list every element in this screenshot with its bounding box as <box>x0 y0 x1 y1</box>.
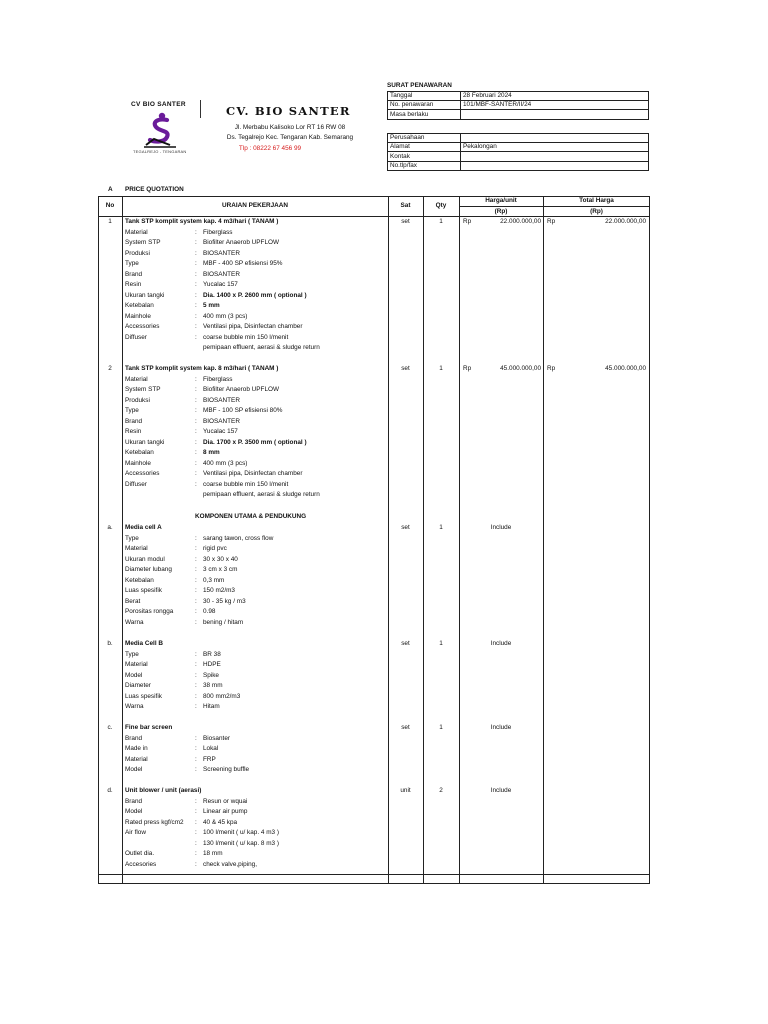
spec-label: Material <box>125 228 148 236</box>
row-currency: Rp <box>463 365 472 372</box>
spec-value: BIOSANTER <box>203 270 240 278</box>
spec-colon: : <box>195 839 197 847</box>
row-number: c. <box>107 724 113 731</box>
row-qty: 1 <box>439 524 443 531</box>
spec-value: Dia. 1400 x P. 2600 mm ( optional ) <box>203 291 307 299</box>
offer-validity-value <box>461 110 649 119</box>
col-header-unit-price-sub: (Rp) <box>494 208 508 215</box>
spec-colon: : <box>195 270 197 278</box>
spec-label: Produksi <box>125 249 150 257</box>
spec-value: Resun or wquai <box>203 797 248 805</box>
offer-date-label: Tanggal <box>388 92 461 101</box>
row-total: 22.000.000,00 <box>605 218 646 225</box>
row-unit: unit <box>400 787 411 794</box>
spec-colon: : <box>195 597 197 605</box>
spec-value: pemipaan effluent, aerasi & sludge return <box>203 344 320 351</box>
row-qty: 1 <box>439 724 443 731</box>
spec-colon: : <box>195 228 197 236</box>
spec-colon: : <box>195 818 197 826</box>
spec-label: Diameter <box>125 682 151 689</box>
spec-label: Diameter lubang <box>125 566 172 573</box>
spec-colon: : <box>195 449 197 456</box>
spec-label: Accessories <box>125 470 160 477</box>
spec-colon: : <box>195 417 197 425</box>
offer-title: SURAT PENAWARAN <box>387 82 452 89</box>
col-header-total: Total Harga <box>579 197 614 204</box>
spec-value: Biofilter Anaerob UPFLOW <box>203 386 280 393</box>
spec-colon: : <box>195 281 197 288</box>
spec-value: Fiberglass <box>203 228 233 236</box>
row-total-currency: Rp <box>547 365 556 372</box>
spec-value: BR 38 <box>203 650 221 658</box>
col-header-no: No <box>105 202 115 209</box>
spec-colon: : <box>195 249 197 257</box>
spec-colon: : <box>195 545 197 552</box>
logo-brand-text: CV BIO SANTER <box>131 101 186 108</box>
spec-value: 38 mm <box>203 682 223 689</box>
spec-colon: : <box>195 323 197 330</box>
spec-value: FRP <box>203 755 216 763</box>
customer-address-value: Pekalongan <box>461 143 649 152</box>
spec-colon: : <box>195 239 197 246</box>
logo-subtext: TEGALREJO - TENGARAN <box>133 149 187 154</box>
spec-label: Brand <box>125 797 143 805</box>
spec-label: Type <box>125 650 139 658</box>
col-divider-price <box>543 196 544 884</box>
spec-value: bening / hitam <box>203 618 244 626</box>
spec-label: Accesories <box>125 860 157 868</box>
spec-label: Model <box>125 671 143 679</box>
spec-value: check valve,piping, <box>203 860 257 868</box>
spec-label: Model <box>125 766 143 773</box>
spec-label: Luas spesifik <box>125 587 162 594</box>
spec-colon: : <box>195 745 197 752</box>
spec-label: System STP <box>125 239 161 246</box>
spec-colon: : <box>195 534 197 542</box>
section-title: PRICE QUOTATION <box>125 186 184 193</box>
spec-value: Yucalac 157 <box>203 281 238 288</box>
quotation-table <box>98 196 650 884</box>
row-qty: 1 <box>439 640 443 647</box>
spec-colon: : <box>195 808 197 815</box>
offer-number-label: No. penawaran <box>388 101 461 110</box>
col-header-desc: URAIAN PEKERJAAN <box>221 202 289 209</box>
spec-colon: : <box>195 650 197 658</box>
spec-label: Material <box>125 661 148 668</box>
spec-label: Warna <box>125 618 144 626</box>
row-title: Tank STP komplit system kap. 8 m3/hari ( TANAM ) <box>125 365 279 372</box>
spec-label: Brand <box>125 270 143 278</box>
spec-value: Biofilter Anaerob UPFLOW <box>203 239 280 246</box>
row-price-include: Include <box>490 787 512 794</box>
customer-address-label: Alamat <box>388 143 461 152</box>
spec-colon: : <box>195 850 197 857</box>
spec-value: 400 mm (3 pcs) <box>203 312 248 320</box>
spec-label: Model <box>125 808 143 815</box>
spec-colon: : <box>195 576 197 584</box>
spec-value: Fiberglass <box>203 375 233 383</box>
row-qty: 1 <box>439 218 443 225</box>
spec-label: Material <box>125 545 148 552</box>
spec-value: Linear air pump <box>203 808 248 815</box>
row-unit: set <box>401 724 410 731</box>
spec-label: Brand <box>125 417 143 425</box>
row-unit-price: 22.000.000,00 <box>500 218 541 225</box>
customer-info-table <box>387 133 649 171</box>
spec-label: Air flow <box>125 829 146 836</box>
spec-colon: : <box>195 703 197 710</box>
spec-value: pemipaan effluent, aerasi & sludge return <box>203 491 320 498</box>
row-unit-price: 45.000.000,00 <box>500 365 541 372</box>
row-unit: set <box>401 218 410 225</box>
company-phone: Tlp : 08222 67 456 99 <box>238 145 302 152</box>
spec-label: Mainhole <box>125 312 151 320</box>
spec-colon: : <box>195 797 197 805</box>
company-address-1: Jl. Merbabu Kalisoko Lor RT 16 RW 08 <box>234 124 346 131</box>
row-number: b. <box>107 640 113 647</box>
spec-value: HDPE <box>203 661 221 668</box>
spec-value: Spike <box>203 671 219 679</box>
spec-label: Material <box>125 375 148 383</box>
spec-value: Yucalac 157 <box>203 428 238 435</box>
spec-label: Ukuran modul <box>125 555 165 563</box>
spec-colon: : <box>195 692 197 700</box>
row-title: Media cell A <box>125 524 162 531</box>
row-price-include: Include <box>490 640 512 647</box>
spec-value: 30 x 30 x 40 <box>203 555 238 563</box>
spec-colon: : <box>195 302 197 309</box>
row-qty: 1 <box>439 365 443 372</box>
company-address-2: Ds. Tegalrejo Kec. Tengaran Kab. Semarang <box>226 134 354 141</box>
customer-company-label: Perusahaan <box>388 134 461 143</box>
spec-value: Ventilasi pipa, Disinfectan chamber <box>203 323 303 330</box>
spec-colon: : <box>195 407 197 414</box>
spec-colon: : <box>195 459 197 467</box>
spec-value: MBF - 100 SP efisiensi 80% <box>203 407 283 414</box>
spec-colon: : <box>195 375 197 383</box>
spec-label: Material <box>125 755 148 763</box>
spec-colon: : <box>195 755 197 763</box>
customer-company-value <box>461 134 649 143</box>
spec-label: Type <box>125 407 139 414</box>
spec-colon: : <box>195 682 197 689</box>
spec-label: Ketebalan <box>125 576 154 584</box>
spec-value: BIOSANTER <box>203 396 240 404</box>
row-total: 45.000.000,00 <box>605 365 646 372</box>
spec-value: 0.98 <box>203 608 216 615</box>
spec-colon: : <box>195 661 197 668</box>
spec-value: 130 l/menit ( u/ kap. 8 m3 ) <box>203 839 280 847</box>
spec-label: Resin <box>125 428 142 435</box>
col-header-unit-price: Harga/unit <box>485 197 517 204</box>
spec-value: Biosanter <box>203 734 230 742</box>
spec-colon: : <box>195 480 197 488</box>
spec-colon: : <box>195 312 197 320</box>
spec-label: Type <box>125 534 139 542</box>
spec-colon: : <box>195 671 197 679</box>
spec-colon: : <box>195 386 197 393</box>
spec-value: 40 & 45 kpa <box>203 818 238 826</box>
spec-label: Ukuran tangki <box>125 291 165 299</box>
row-title: Media Cell B <box>125 640 163 647</box>
spec-value: 150 m2/m3 <box>203 587 235 594</box>
spec-value: BIOSANTER <box>203 249 240 257</box>
spec-colon: : <box>195 438 197 446</box>
spec-label: Berat <box>125 597 141 605</box>
row-number: d. <box>107 787 113 794</box>
spec-value: 5 mm <box>203 302 220 309</box>
spec-label: Diffuser <box>125 480 147 488</box>
spec-label: Made in <box>125 745 148 752</box>
spec-colon: : <box>195 555 197 563</box>
spec-colon: : <box>195 734 197 742</box>
spec-value: 400 mm (3 pcs) <box>203 459 248 467</box>
logo-divider <box>200 100 201 118</box>
customer-phone-value <box>461 161 649 170</box>
spec-label: Accessories <box>125 323 160 330</box>
spec-label: Ketebalan <box>125 302 154 309</box>
row-number: a. <box>107 524 113 531</box>
spec-label: Type <box>125 260 139 267</box>
spec-value: BIOSANTER <box>203 417 240 425</box>
spec-colon: : <box>195 608 197 615</box>
customer-contact-label: Kontak <box>388 152 461 161</box>
offer-validity-label: Masa berlaku <box>388 110 461 119</box>
spec-colon: : <box>195 829 197 836</box>
spec-colon: : <box>195 333 197 341</box>
spec-label: System STP <box>125 386 161 393</box>
spec-colon: : <box>195 566 197 573</box>
col-divider-no <box>122 196 123 884</box>
header-bottom-line <box>98 216 650 217</box>
row-number: 1 <box>108 218 112 225</box>
spec-colon: : <box>195 587 197 594</box>
row-number: 2 <box>108 365 112 372</box>
spec-value: coarse bubble min 150 l/menit <box>203 333 289 341</box>
spec-label: Brand <box>125 734 143 742</box>
section-letter: A <box>108 186 113 193</box>
spec-value: 18 mm <box>203 850 223 857</box>
row-total-currency: Rp <box>547 218 556 225</box>
spec-colon: : <box>195 291 197 299</box>
spec-value: sarang tawon, cross flow <box>203 534 274 542</box>
offer-date-value: 28 Februari 2024 <box>461 92 649 101</box>
spec-colon: : <box>195 396 197 404</box>
col-divider-sat <box>423 196 424 884</box>
spec-value: Ventilasi pipa, Disinfectan chamber <box>203 470 303 477</box>
offer-info-table <box>387 91 649 120</box>
col-header-total-sub: (Rp) <box>590 208 603 215</box>
row-price-include: Include <box>490 724 512 731</box>
spec-value: 0,3 mm <box>203 576 225 584</box>
spec-value: 30 - 35 kg / m3 <box>203 597 246 605</box>
col-divider-qty <box>459 196 460 884</box>
customer-contact-value <box>461 152 649 161</box>
row-qty: 2 <box>439 787 443 794</box>
spec-value: Screening buffle <box>203 766 250 773</box>
spec-colon: : <box>195 470 197 477</box>
header-sub-divider <box>459 206 650 207</box>
spec-label: Ketebalan <box>125 449 154 456</box>
spec-label: Warna <box>125 703 144 710</box>
spec-value: 8 mm <box>203 449 220 456</box>
spec-value: Lokal <box>203 745 219 752</box>
spec-value: 3 cm x 3 cm <box>203 566 238 573</box>
spec-colon: : <box>195 766 197 773</box>
table-end-line <box>98 874 650 875</box>
row-unit: set <box>401 640 410 647</box>
company-logo-icon <box>140 112 180 148</box>
col-header-sat: Sat <box>400 202 411 209</box>
offer-number-value: 101/MBF-SANTER/II/24 <box>461 101 649 110</box>
row-currency: Rp <box>463 218 472 225</box>
spec-label: Diffuser <box>125 333 147 341</box>
row-unit: set <box>401 365 410 372</box>
spec-label: Porositas rongga <box>125 608 174 615</box>
spec-value: 100 l/menit ( u/ kap. 4 m3 ) <box>203 829 280 836</box>
row-price-include: Include <box>490 524 512 531</box>
spec-colon: : <box>195 428 197 435</box>
row-title: Fine bar screen <box>125 724 173 731</box>
spec-label: Ukuran tangki <box>125 438 165 446</box>
spec-label: Outlet dia. <box>125 850 155 857</box>
spec-label: Produksi <box>125 396 150 404</box>
spec-value: coarse bubble min 150 l/menit <box>203 480 289 488</box>
row-title: Tank STP komplit system kap. 4 m3/hari ( TANAM ) <box>125 218 279 225</box>
row-title: Unit blower / unit (aerasi) <box>125 787 202 794</box>
spec-colon: : <box>195 860 197 868</box>
spec-value: 800 mm2/m3 <box>203 692 241 700</box>
spec-value: Dia. 1700 x P. 3500 mm ( optional ) <box>203 438 307 446</box>
spec-label: Rated press kgf/cm2 <box>125 818 184 826</box>
col-header-qty: Qty <box>435 202 447 209</box>
spec-label: Mainhole <box>125 459 151 467</box>
spec-value: Hitam <box>203 703 220 710</box>
spec-value: MBF - 400 SP efisiensi 95% <box>203 260 283 267</box>
company-name: CV. BIO SANTER <box>226 104 351 118</box>
customer-phone-label: No.tlp/fax <box>388 161 461 170</box>
spec-label: Luas spesifik <box>125 692 162 700</box>
spec-colon: : <box>195 260 197 267</box>
col-divider-desc <box>388 196 389 884</box>
components-heading: KOMPONEN UTAMA & PENDUKUNG <box>195 513 307 520</box>
spec-colon: : <box>195 618 197 626</box>
row-unit: set <box>401 524 410 531</box>
spec-label: Resin <box>125 281 142 288</box>
spec-value: rigid pvc <box>203 545 227 552</box>
